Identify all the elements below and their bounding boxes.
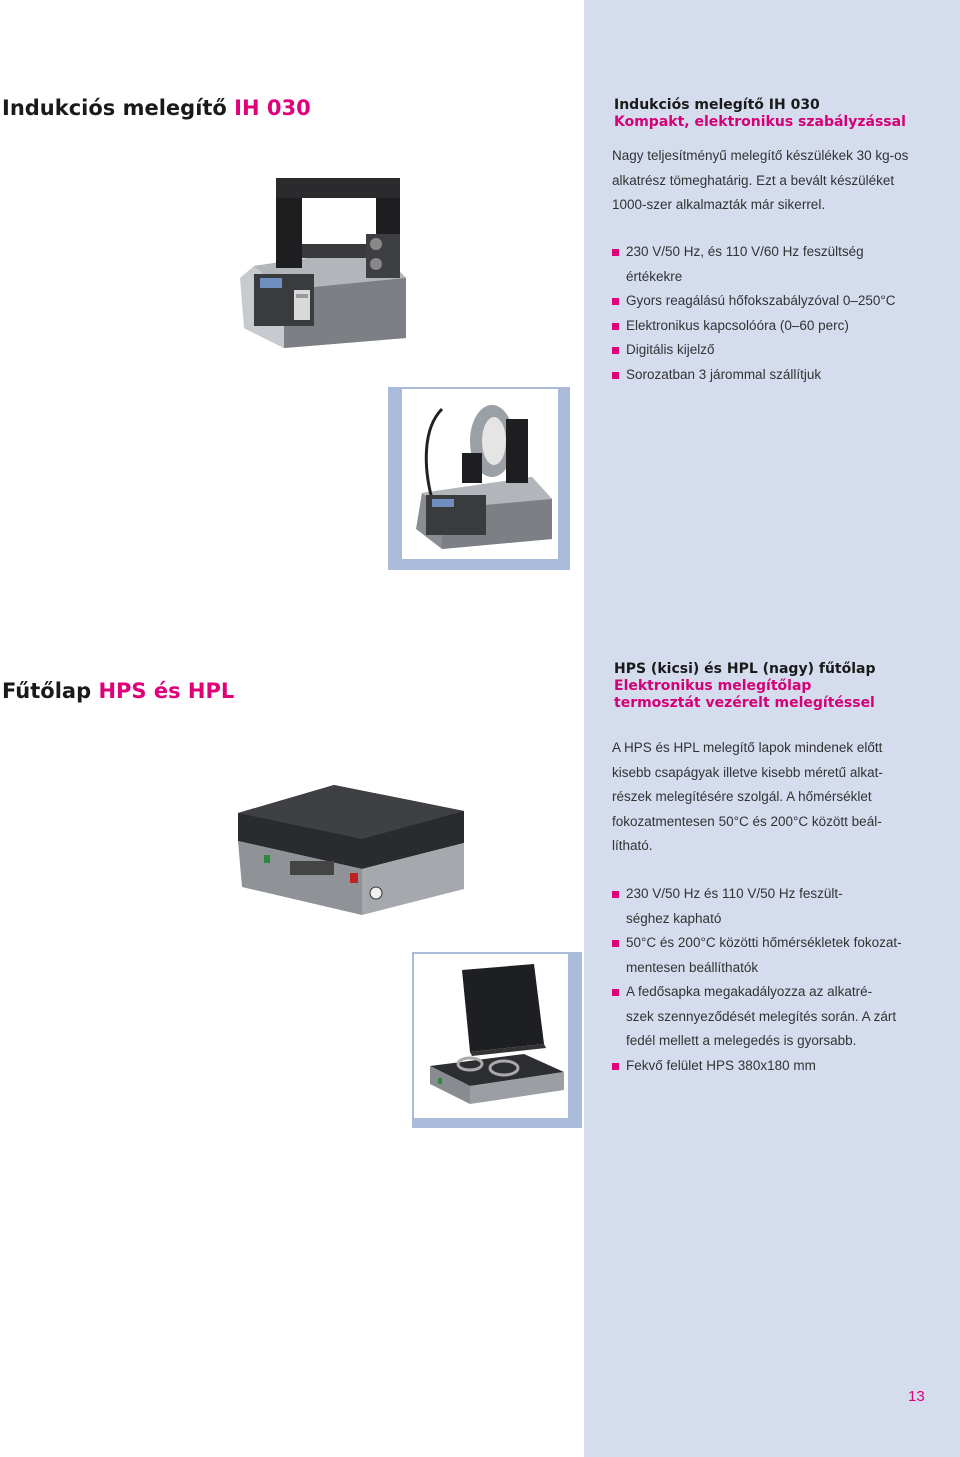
page-number: 13 — [908, 1388, 925, 1405]
hps-image-frame — [412, 952, 582, 1128]
right-background-band — [584, 0, 960, 1457]
list-item: Elektronikus kapcsolóóra (0–60 perc) — [612, 314, 902, 339]
list-item: 230 V/50 Hz, és 110 V/60 Hz feszültség értékekre — [612, 240, 902, 289]
ih030-intro: Nagy teljesítményű melegítő készülékek 30 kg-os alkatrész tömeghatárig. Ezt a bevált készüléket 1000-szer alkalmazták már sikerrel. — [612, 148, 909, 212]
list-item: Gyors reagálású hőfokszabályzóval 0–250°C — [612, 289, 902, 314]
hps-hpl-intro: A HPS és HPL melegítő lapok mindenek előtt kisebb csapágyak illetve kisebb méretű alkat- részek melegítésére szolgál. A hőmérséklet fokozatmentesen 50°C és 200°C között beál- lítható. — [612, 740, 883, 853]
list-item: 50°C és 200°C közötti hőmérsékletek fokozat- mentesen beállíthatók — [612, 931, 902, 980]
hps-hpl-heading: HPS (kicsi) és HPL (nagy) fűtőlap Elektronikus melegítőlap termosztát vezérelt melegítéssel — [614, 661, 876, 711]
hpl-heating-plate-image — [236, 783, 466, 918]
ih030-bearing-image — [402, 389, 558, 559]
list-item: 230 V/50 Hz és 110 V/50 Hz feszült- séghez kapható — [612, 882, 902, 931]
ih030-bearing-image-frame — [388, 387, 570, 570]
list-item: Digitális kijelző — [612, 338, 902, 363]
list-item: Fekvő felület HPS 380x180 mm — [612, 1054, 902, 1079]
hps-heating-plate-image — [414, 954, 568, 1118]
hps-hpl-feature-list — [612, 882, 902, 1078]
ih030-device-image — [236, 178, 436, 358]
section-title-ih030: Indukciós melegítő IH 030 — [2, 96, 311, 120]
ih030-heading: Indukciós melegítő IH 030 Kompakt, elektronikus szabályzással — [614, 97, 906, 130]
list-item: A fedősapka megakadályozza az alkatré- szek szennyeződését melegítés során. A zárt fedél mellett a melegedés is gyorsabb. — [612, 980, 902, 1054]
list-item: Sorozatban 3 járommal szállítjuk — [612, 363, 902, 388]
section-title-hps-hpl: Fűtőlap HPS és HPL — [2, 679, 235, 703]
ih030-feature-list — [612, 240, 902, 387]
